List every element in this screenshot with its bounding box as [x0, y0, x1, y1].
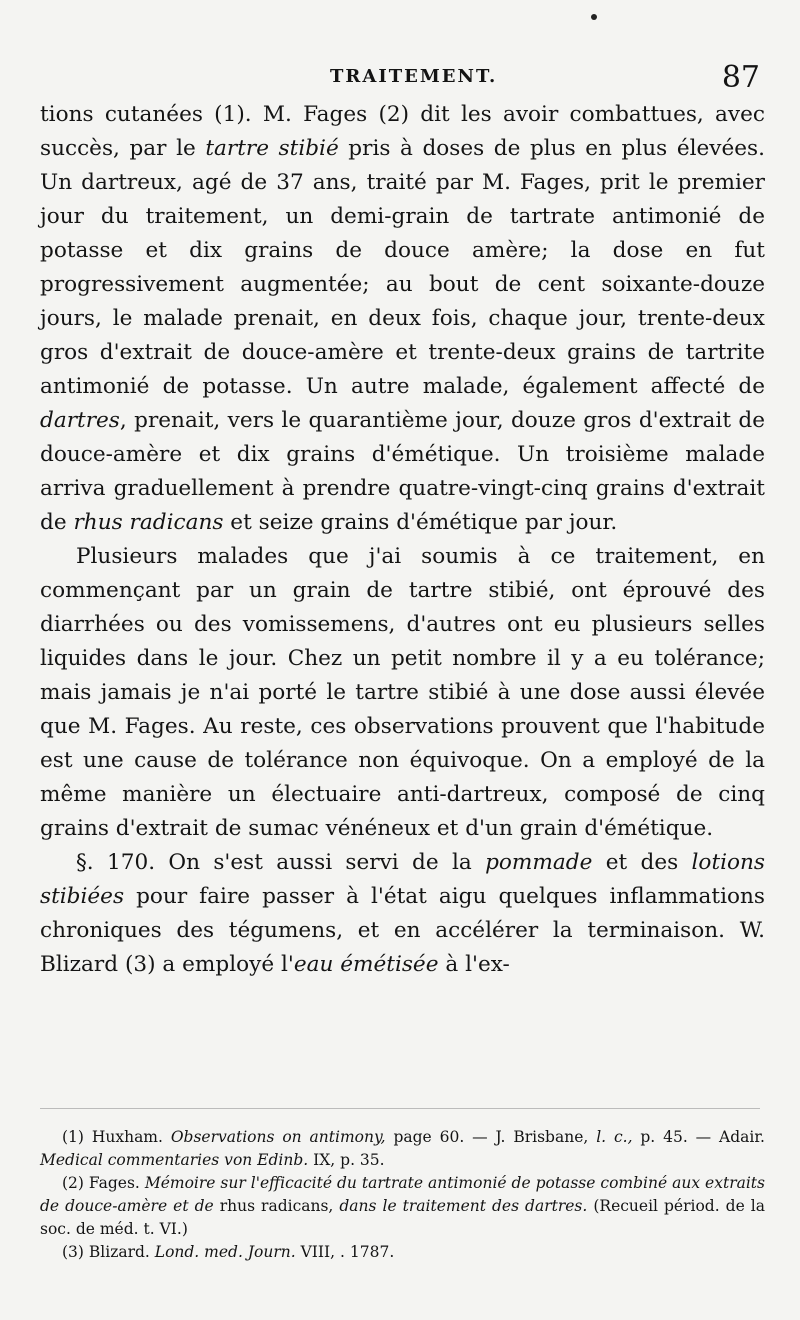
italic-term: Lond. med. Journ. [154, 1243, 296, 1261]
paragraph-3 [40, 846, 765, 982]
text-run: page 60. — J. Brisbane, [385, 1128, 597, 1146]
text-run: pour faire passer à l'état aigu quelques inflammations chroniques des tégumens, et en accélérer la terminaison. W. Blizard (3) a employé l' [40, 884, 765, 977]
text-run: à l'ex- [438, 952, 510, 977]
page-number: 87 [721, 60, 760, 95]
italic-term: lotions stibiées [40, 850, 766, 909]
footnote-1 [40, 1126, 765, 1172]
text-run: , prenait, vers le quarantième jour, douze gros d'extrait de douce-amère et dix grains d'émétique. Un troisième malade arriva graduellement à prendre quatre-vingt-cinq grains d'extrait de [40, 408, 765, 535]
text-run: IX, p. 35. [308, 1151, 385, 1169]
italic-term: dans le traitement des dartres. [339, 1197, 588, 1215]
text-run: tions cutanées (1). M. Fages (2) dit les avoir combattues, avec succès, par le [40, 102, 765, 161]
italic-term: pommade [485, 850, 593, 875]
text-run: (3) Blizard. [62, 1243, 155, 1261]
italic-term: Mémoire sur l'efficacité du tartrate antimonié de potasse combiné aux extraits de douce-amère et de [40, 1174, 765, 1215]
italic-term: dartres [40, 408, 120, 433]
italic-term: tartre stibié [205, 136, 339, 161]
text-run: VIII, . 1787. [295, 1243, 395, 1261]
italic-term: Medical commentaries von Edinb. [40, 1151, 309, 1169]
running-title: TRAITEMENT. [330, 66, 498, 87]
italic-term: eau émétisée [293, 952, 439, 977]
text-run: et seize grains d'émétique par jour. [223, 510, 618, 535]
text-run: p. 45. — Adair. [632, 1128, 765, 1146]
text-run: (2) Fages. [62, 1174, 145, 1192]
italic-term: rhus radicans [73, 510, 224, 535]
italic-term: Observations on antimony, [170, 1128, 386, 1146]
section-text: §. 170. On s'est aussi servi de la [76, 850, 486, 875]
paragraph-1 [40, 98, 765, 540]
page-header [40, 60, 770, 100]
text-run: (1) Huxham. [62, 1128, 171, 1146]
body-text [40, 98, 765, 982]
ink-spot [591, 14, 597, 20]
footnote-divider [40, 1108, 760, 1109]
text-run: pris à doses de plus en plus élevées. Un dartreux, agé de 37 ans, traité par M. Fages, prit le premier jour du traitement, un demi-grain de tartrate antimonié de potasse et dix grains de douce amère; la dose en fut progressivement augmentée; au bout de cent soixante-douze jours, le malade prenait, en deux fois, chaque jour, trente-deux gros d'extrait de douce-amère et trente-deux grains de tartrite antimonié de potasse. Un autre malade, également affecté de [40, 136, 765, 399]
paragraph-2: Plusieurs malades que j'ai soumis à ce traitement, en commençant par un grain de tartre stibié, ont éprouvé des diarrhées ou des vomissemens, d'autres ont eu plusieurs selles liquides dans le jour. Chez un petit nombre il y a eu tolérance; mais jamais je n'ai porté le tartre stibié à une dose aussi élevée que M. Fages. Au reste, ces observations prouvent que l'habitude est une cause de tolérance non équivoque. On a employé de la même manière un électuaire anti-dartreux, composé de cinq grains d'extrait de sumac vénéneux et d'un grain d'émétique. [40, 544, 765, 841]
text-run: rhus radicans, [213, 1197, 340, 1215]
footnotes [40, 1126, 765, 1264]
italic-term: l. c., [596, 1128, 633, 1146]
text-run: et des [592, 850, 692, 875]
footnote-3 [40, 1241, 765, 1264]
text-run: (Recueil périod. de la soc. de méd. t. VI.) [40, 1197, 765, 1238]
footnote-2 [40, 1172, 765, 1241]
